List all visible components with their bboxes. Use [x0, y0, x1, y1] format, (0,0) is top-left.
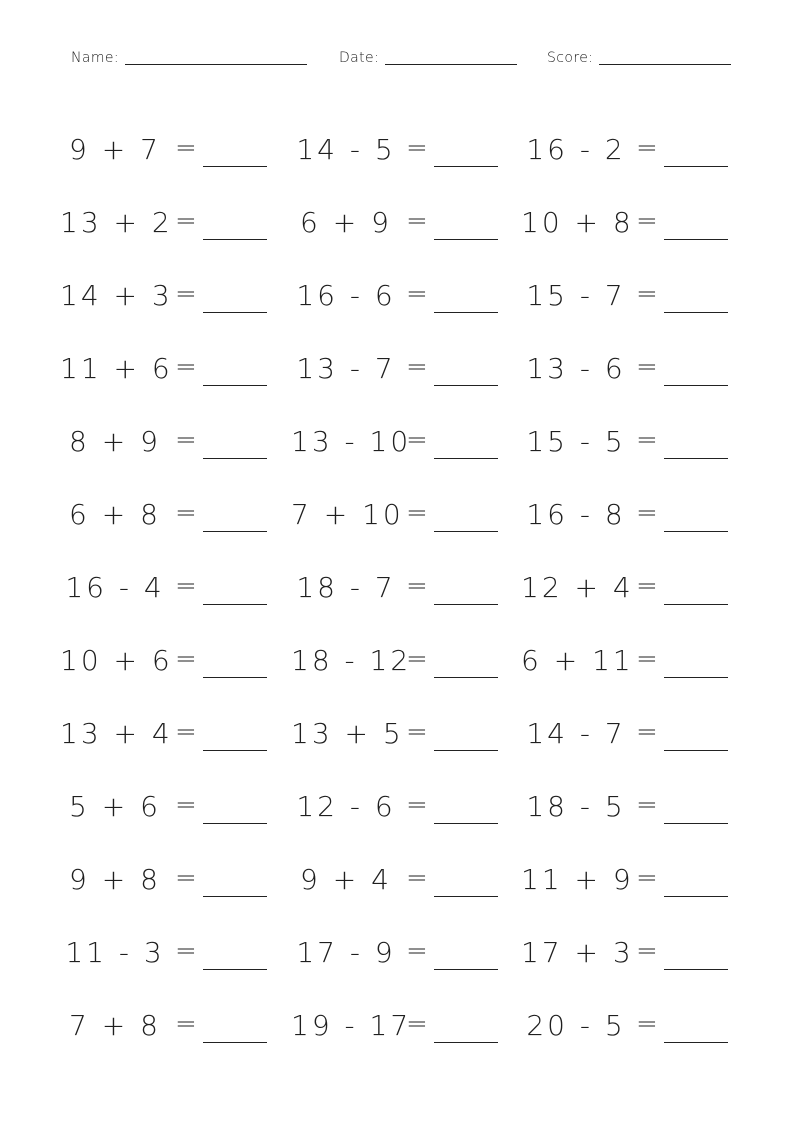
problem-expression: 12 - 6	[296, 790, 396, 823]
problem-expression: 6 + 8	[69, 498, 161, 531]
problem-row	[0, 779, 794, 852]
problem-expression: 15 - 5	[526, 425, 626, 458]
problem-expression: 11 + 9	[521, 863, 634, 896]
equals-sign: =	[636, 936, 658, 966]
equals-sign: =	[636, 790, 658, 820]
equals-sign: =	[636, 279, 658, 309]
answer-blank[interactable]	[664, 677, 728, 678]
problem-row	[0, 195, 794, 268]
problem-expression: 14 + 3	[60, 279, 173, 312]
problem-expression: 15 - 7	[526, 279, 626, 312]
equals-sign: =	[175, 790, 197, 820]
score-line[interactable]	[599, 64, 731, 65]
equals-sign: =	[406, 936, 428, 966]
equals-sign: =	[175, 279, 197, 309]
answer-blank[interactable]	[434, 312, 498, 313]
problem-expression: 13 - 6	[526, 352, 626, 385]
answer-blank[interactable]	[434, 239, 498, 240]
problem-expression: 17 + 3	[521, 936, 634, 969]
answer-blank[interactable]	[664, 531, 728, 532]
answer-blank[interactable]	[203, 823, 267, 824]
answer-blank[interactable]	[203, 239, 267, 240]
equals-sign: =	[636, 425, 658, 455]
equals-sign: =	[406, 279, 428, 309]
problem-expression: 13 + 2	[60, 206, 173, 239]
equals-sign: =	[636, 863, 658, 893]
answer-blank[interactable]	[664, 239, 728, 240]
problem-expression: 14 - 5	[296, 133, 396, 166]
date-line[interactable]	[385, 64, 517, 65]
equals-sign: =	[636, 206, 658, 236]
equals-sign: =	[175, 425, 197, 455]
answer-blank[interactable]	[664, 458, 728, 459]
problem-expression: 13 + 5	[291, 717, 404, 750]
problem-expression: 12 + 4	[521, 571, 634, 604]
answer-blank[interactable]	[434, 604, 498, 605]
problem-expression: 16 - 6	[296, 279, 396, 312]
problem-expression: 6 + 11	[521, 644, 634, 677]
problem-row	[0, 852, 794, 925]
answer-blank[interactable]	[664, 385, 728, 386]
equals-sign: =	[175, 352, 197, 382]
equals-sign: =	[636, 352, 658, 382]
equals-sign: =	[636, 1009, 658, 1039]
answer-blank[interactable]	[664, 896, 728, 897]
equals-sign: =	[406, 717, 428, 747]
answer-blank[interactable]	[664, 604, 728, 605]
date-label: Date:	[339, 50, 380, 66]
answer-blank[interactable]	[434, 823, 498, 824]
equals-sign: =	[636, 498, 658, 528]
problem-expression: 11 - 3	[65, 936, 165, 969]
answer-blank[interactable]	[203, 604, 267, 605]
answer-blank[interactable]	[203, 896, 267, 897]
equals-sign: =	[406, 133, 428, 163]
problem-expression: 18 - 5	[526, 790, 626, 823]
equals-sign: =	[175, 571, 197, 601]
problem-expression: 6 + 9	[300, 206, 392, 239]
equals-sign: =	[636, 571, 658, 601]
problem-expression: 9 + 8	[69, 863, 161, 896]
score-field[interactable]	[547, 48, 731, 68]
problem-row	[0, 706, 794, 779]
equals-sign: =	[636, 644, 658, 674]
problem-expression: 13 - 7	[296, 352, 396, 385]
problem-expression: 9 + 4	[300, 863, 392, 896]
equals-sign: =	[175, 717, 197, 747]
problem-expression: 16 - 2	[526, 133, 626, 166]
equals-sign: =	[406, 863, 428, 893]
equals-sign: =	[175, 644, 197, 674]
answer-blank[interactable]	[664, 312, 728, 313]
problem-expression: 16 - 4	[65, 571, 165, 604]
problem-row	[0, 487, 794, 560]
name-line[interactable]	[125, 64, 307, 65]
problem-expression: 19 - 17	[291, 1009, 412, 1042]
problem-expression: 18 - 7	[296, 571, 396, 604]
equals-sign: =	[406, 352, 428, 382]
answer-blank[interactable]	[203, 969, 267, 970]
answer-blank[interactable]	[203, 677, 267, 678]
name-label: Name:	[71, 50, 120, 66]
answer-blank[interactable]	[434, 677, 498, 678]
answer-blank[interactable]	[434, 385, 498, 386]
problem-row	[0, 122, 794, 195]
problem-expression: 14 - 7	[526, 717, 626, 750]
answer-blank[interactable]	[434, 1042, 498, 1043]
equals-sign: =	[175, 133, 197, 163]
answer-blank[interactable]	[434, 166, 498, 167]
problem-row	[0, 341, 794, 414]
problem-expression: 8 + 9	[69, 425, 161, 458]
equals-sign: =	[406, 498, 428, 528]
answer-blank[interactable]	[664, 166, 728, 167]
answer-blank[interactable]	[664, 1042, 728, 1043]
answer-blank[interactable]	[434, 896, 498, 897]
answer-blank[interactable]	[434, 531, 498, 532]
equals-sign: =	[406, 571, 428, 601]
problem-expression: 10 + 6	[60, 644, 173, 677]
answer-blank[interactable]	[203, 750, 267, 751]
equals-sign: =	[406, 425, 428, 455]
equals-sign: =	[175, 936, 197, 966]
equals-sign: =	[636, 717, 658, 747]
answer-blank[interactable]	[434, 969, 498, 970]
problem-expression: 9 + 7	[69, 133, 161, 166]
worksheet-header	[0, 48, 794, 70]
problem-expression: 10 + 8	[521, 206, 634, 239]
answer-blank[interactable]	[664, 823, 728, 824]
answer-blank[interactable]	[664, 969, 728, 970]
problem-row	[0, 998, 794, 1071]
answer-blank[interactable]	[203, 1042, 267, 1043]
score-label: Score:	[547, 50, 594, 66]
equals-sign: =	[175, 1009, 197, 1039]
problem-expression: 5 + 6	[69, 790, 161, 823]
problem-expression: 17 - 9	[296, 936, 396, 969]
problem-expression: 7 + 8	[69, 1009, 161, 1042]
name-field[interactable]	[71, 48, 307, 68]
answer-blank[interactable]	[203, 312, 267, 313]
equals-sign: =	[406, 1009, 428, 1039]
equals-sign: =	[175, 498, 197, 528]
equals-sign: =	[406, 206, 428, 236]
equals-sign: =	[636, 133, 658, 163]
equals-sign: =	[175, 863, 197, 893]
problem-expression: 13 - 10	[291, 425, 412, 458]
answer-blank[interactable]	[434, 750, 498, 751]
answer-blank[interactable]	[434, 458, 498, 459]
problem-row	[0, 633, 794, 706]
problem-expression: 7 + 10	[291, 498, 404, 531]
equals-sign: =	[175, 206, 197, 236]
answer-blank[interactable]	[203, 166, 267, 167]
answer-blank[interactable]	[203, 531, 267, 532]
problem-row	[0, 560, 794, 633]
problem-row	[0, 268, 794, 341]
date-field[interactable]	[339, 48, 517, 68]
problem-grid	[0, 122, 794, 1071]
equals-sign: =	[406, 790, 428, 820]
problem-expression: 18 - 12	[291, 644, 412, 677]
problem-row	[0, 414, 794, 487]
problem-expression: 11 + 6	[60, 352, 173, 385]
problem-expression: 16 - 8	[526, 498, 626, 531]
problem-expression: 20 - 5	[526, 1009, 626, 1042]
problem-expression: 13 + 4	[60, 717, 173, 750]
equals-sign: =	[406, 644, 428, 674]
answer-blank[interactable]	[203, 458, 267, 459]
answer-blank[interactable]	[664, 750, 728, 751]
answer-blank[interactable]	[203, 385, 267, 386]
problem-row	[0, 925, 794, 998]
